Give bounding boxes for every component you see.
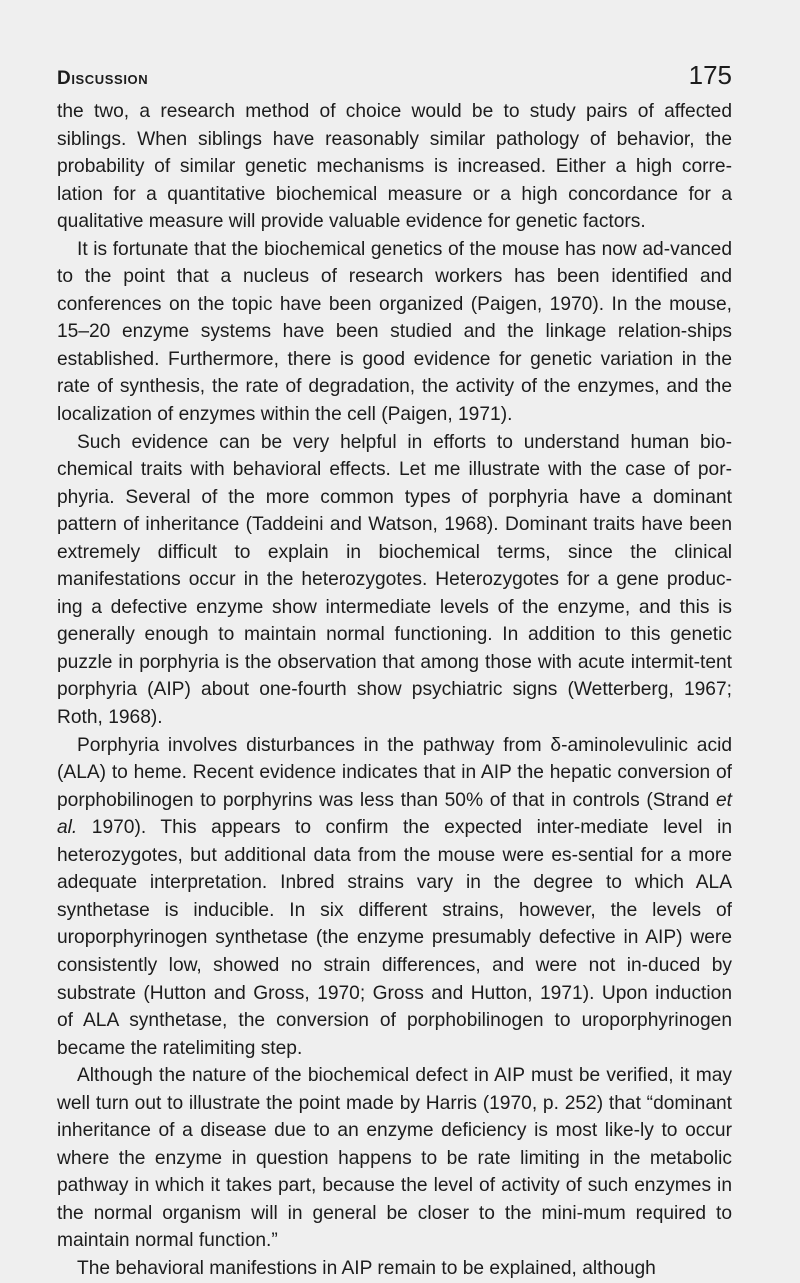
citation-et-al: et al. xyxy=(57,789,732,839)
running-head xyxy=(57,60,732,100)
paragraph-porphyria-pathway-text-2: 1970). This appears to confirm the expected inter-mediate level in heterozygotes, but additional data from the mouse were es-sential for a more adequate interpretation. Inbred strains vary in the degree to which ALA synthetase is inducible. In six different strains, however, the levels of uroporphyrinogen synthetase (the enzyme presumably defective in AIP) were consistently low, showed no strain differences, and were not in-duced by substrate (Hutton and Gross, 1970; Gross and Hutton, 1971). Upon induction of ALA synthetase, the conversion of porphobilinogen to uroporphyrinogen became the ratelimiting step. xyxy=(57,817,732,1059)
paragraph-continuation: the two, a research method of choice would be to study pairs of affected siblings. When siblings have reasonably similar pathology of behavior, the probability of similar genetic mechanisms is increased. Either a high corre-lation for a quantitative biochemical measure or a high concordance for a qualitative measure will provide valuable evidence for genetic factors. xyxy=(57,101,732,233)
section-title: Discussion xyxy=(57,68,149,89)
paragraph-porphyria-pathway xyxy=(57,732,732,1063)
paragraph-porphyria-pathway-text-1: Porphyria involves disturbances in the pathway from δ-aminolevulinic acid (ALA) to heme. Recent evidence indicates that in AIP the hepatic conversion of porphobilinogen to porphyrins was less than 50% of that in controls (Strand xyxy=(57,734,732,811)
paragraph-mouse-genetics: It is fortunate that the biochemical genetics of the mouse has now ad-vanced to the point that a nucleus of research workers has been identified and conferences on the topic have been organized (Paigen, 1970). In the mouse, 15–20 enzyme systems have been studied and the linkage relation-ships established. Furthermore, there is good evidence for genetic variation in the rate of synthesis, the rate of degradation, the activity of the enzymes, and the localization of enzymes within the cell (Paigen, 1971). xyxy=(57,238,732,426)
paragraph-harris-quote: Although the nature of the biochemical defect in AIP must be verified, it may well turn out to illustrate the point made by Harris (1970, p. 252) that “dominant inheritance of a disease due to an enzyme deficiency is most like-ly to occur where the enzyme in question happens to be rate limiting in the metabolic pathway in which it takes part, because the level of activity of such enzymes in the normal organism will in general be closer to the mini-mum required to maintain normal function.” xyxy=(57,1065,732,1252)
paragraph-behavioral-manifestations: The behavioral manifestions in AIP remain to be explained, although xyxy=(77,1257,656,1279)
paragraph-porphyria-inheritance: Such evidence can be very helpful in efforts to understand human bio-chemical traits with behavioral effects. Let me illustrate with the case of por-phyria. Several of the more common types of porphyria have a dominant pattern of inheritance (Taddeini and Watson, 1968). Dominant traits have been extremely difficult to explain in biochemical terms, since the clinical manifestations occur in the heterozygotes. Heterozygotes for a gene produc-ing a defective enzyme show intermediate levels of the enzyme, and this is generally enough to maintain normal functioning. In addition to this genetic puzzle in porphyria is the observation that among those with acute intermit-tent porphyria (AIP) about one-fourth show psychiatric signs (Wetterberg, 1967; Roth, 1968). xyxy=(57,431,732,729)
body-text xyxy=(57,98,732,1283)
page-number: 175 xyxy=(688,60,732,90)
